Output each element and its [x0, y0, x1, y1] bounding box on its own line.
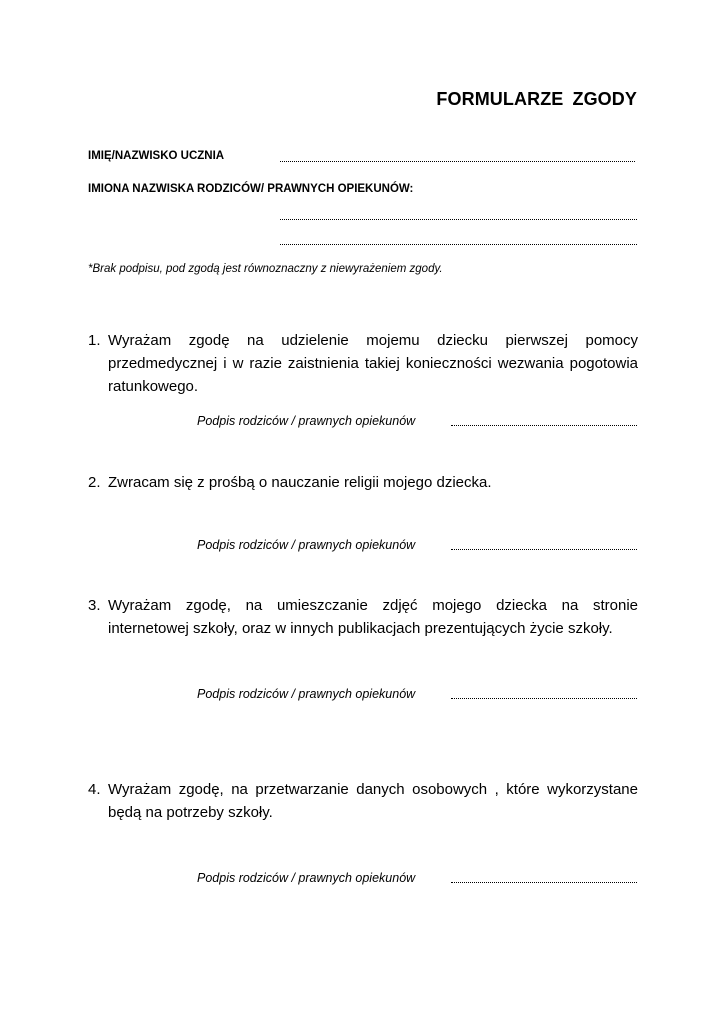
signature-label-4: Podpis rodziców / prawnych opiekunów: [197, 871, 416, 885]
parents-name-field-1[interactable]: [280, 219, 637, 220]
student-name-field[interactable]: [280, 161, 635, 162]
item-number: 4.: [88, 781, 101, 798]
signature-label-3: Podpis rodziców / prawnych opiekunów: [197, 687, 416, 701]
missing-signature-note: *Brak podpisu, pod zgodą jest równoznaczny z niewyrażeniem zgody.: [88, 263, 443, 275]
signature-label-1: Podpis rodziców / prawnych opiekunów: [197, 414, 416, 428]
signature-field-3[interactable]: [451, 698, 637, 699]
parents-label: IMIONA NAZWISKA RODZICÓW/ PRAWNYCH OPIEKUNÓW:: [88, 183, 414, 195]
form-title: FORMULARZE ZGODY: [436, 89, 637, 109]
item-number: 2.: [88, 474, 101, 491]
item-text: Wyrażam zgodę na udzielenie mojemu dziecku pierwszej pomocy przedmedycznej i w razie zaistnienia takiej konieczności wezwania pogotowia ratunkowego.: [108, 332, 638, 395]
consent-item-3: [88, 594, 638, 640]
signature-field-4[interactable]: [451, 882, 637, 883]
consent-item-4: [88, 778, 638, 824]
item-text: Zwracam się z prośbą o nauczanie religii mojego dziecka.: [108, 474, 492, 491]
item-text: Wyrażam zgodę, na umieszczanie zdjęć mojego dziecka na stronie internetowej szkoły, oraz w innych publikacjach prezentujących życie szkoły.: [108, 597, 638, 637]
signature-field-1[interactable]: [451, 425, 637, 426]
consent-item-1: [88, 329, 638, 398]
student-name-label: IMIĘ/NAZWISKO UCZNIA: [88, 150, 225, 162]
item-number: 1.: [88, 332, 101, 349]
signature-label-2: Podpis rodziców / prawnych opiekunów: [197, 538, 416, 552]
item-number: 3.: [88, 597, 101, 614]
signature-field-2[interactable]: [451, 549, 637, 550]
consent-item-2: [88, 471, 638, 494]
item-text: Wyrażam zgodę, na przetwarzanie danych osobowych , które wykorzystane będą na potrzeby szkoły.: [108, 781, 638, 821]
parents-name-field-2[interactable]: [280, 244, 637, 245]
